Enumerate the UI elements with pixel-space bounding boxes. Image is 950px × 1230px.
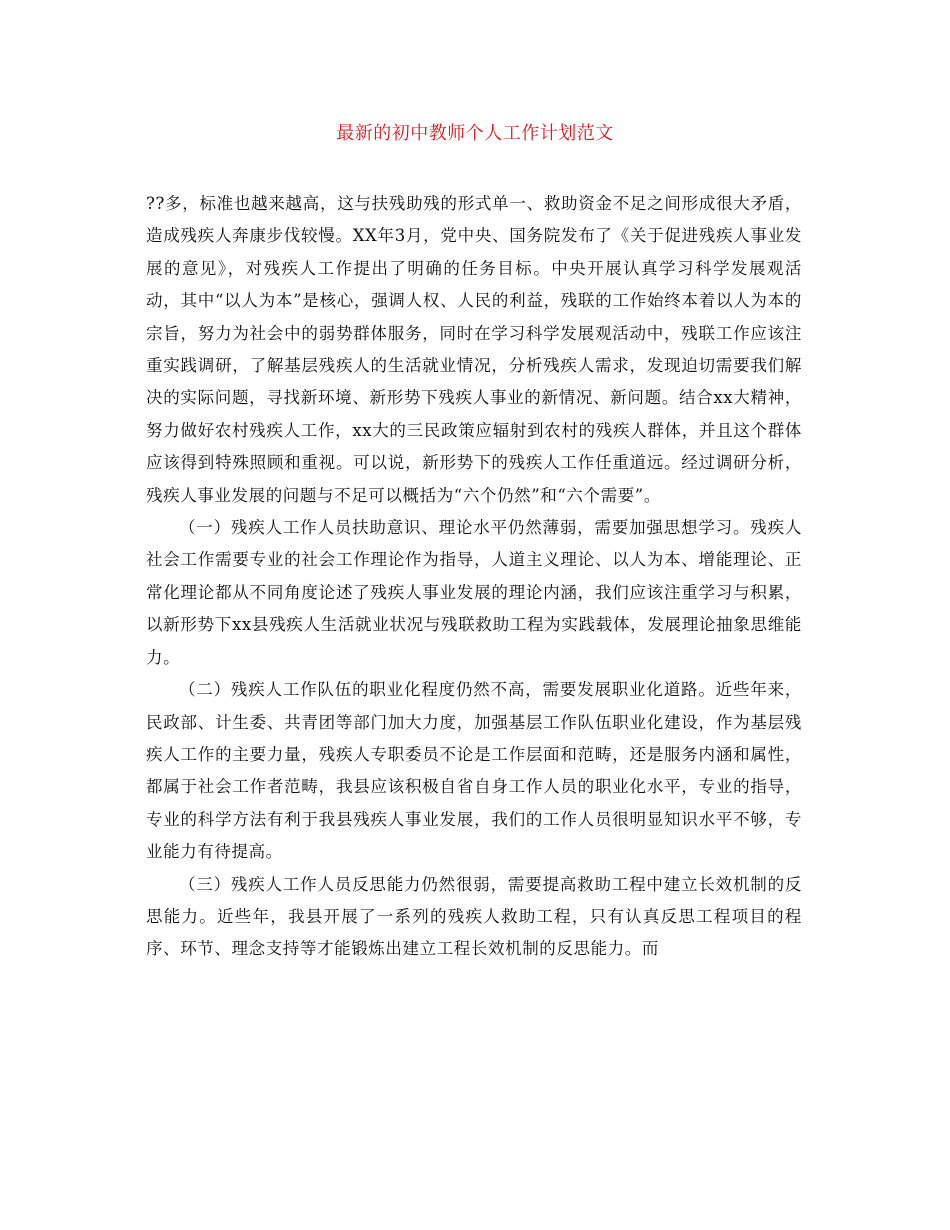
paragraph-point-1: （一）残疾人工作人员扶助意识、理论水平仍然薄弱，需要加强思想学习。残疾人社会工作需要专业的社会工作理论作为指导，人道主义理论、以人为本、增能理论、正常化理论都从不同角度论述了残疾人事业发展的理论内涵，我们应该注重学习与积累，以新形势下xx县残疾人生活就业状况与残联救助工程为实践载体，发展理论抽象思维能力。 xyxy=(146,518,802,667)
paragraph-point-2: （二）残疾人工作队伍的职业化程度仍然不高，需要发展职业化道路。近些年来，民政部、计生委、共青团等部门加大力度，加强基层工作队伍职业化建设，作为基层残疾人工作的主要力量，残疾人专职委员不论是工作层面和范畴，还是服务内涵和属性，都属于社会工作者范畴，我县应该积极自省自身工作人员的职业化水平，专业的指导，专业的科学方法有利于我县残疾人事业发展，我们的工作人员很明显知识水平不够，专业能力有待提高。 xyxy=(146,680,802,862)
document-body xyxy=(146,188,802,966)
paragraph-point-3: （三）残疾人工作人员反思能力仍然很弱，需要提高救助工程中建立长效机制的反思能力。近些年，我县开展了一系列的残疾人救助工程，只有认真反思工程项目的程序、环节、理念支持等才能锻炼出建立工程长效机制的反思能力。而 xyxy=(146,874,802,959)
document-title: 最新的初中教师个人工作计划范文 xyxy=(336,123,614,144)
paragraph-intro: ??多，标准也越来越高，这与扶残助残的形式单一、救助资金不足之间形成很大矛盾，造成残疾人奔康步伐较慢。XX年3月，党中央、国务院发布了《关于促进残疾人事业发展的意见》，对残疾人工作提出了明确的任务目标。中央开展认真学习科学发展观活动，其中“以人为本”是核心，强调人权、人民的利益，残联的工作始终本着以人为本的宗旨，努力为社会中的弱势群体服务，同时在学习科学发展观活动中，残联工作应该注重实践调研，了解基层残疾人的生活就业情况，分析残疾人需求，发现迫切需要我们解决的实际问题，寻找新环境、新形势下残疾人事业的新情况、新问题。结合xx大精神，努力做好农村残疾人工作，xx大的三民政策应辐射到农村的残疾人群体，并且这个群体应该得到特殊照顾和重视。可以说，新形势下的残疾人工作任重道远。经过调研分析，残疾人事业发展的问题与不足可以概括为“六个仍然”和“六个需要”。 xyxy=(146,194,802,505)
